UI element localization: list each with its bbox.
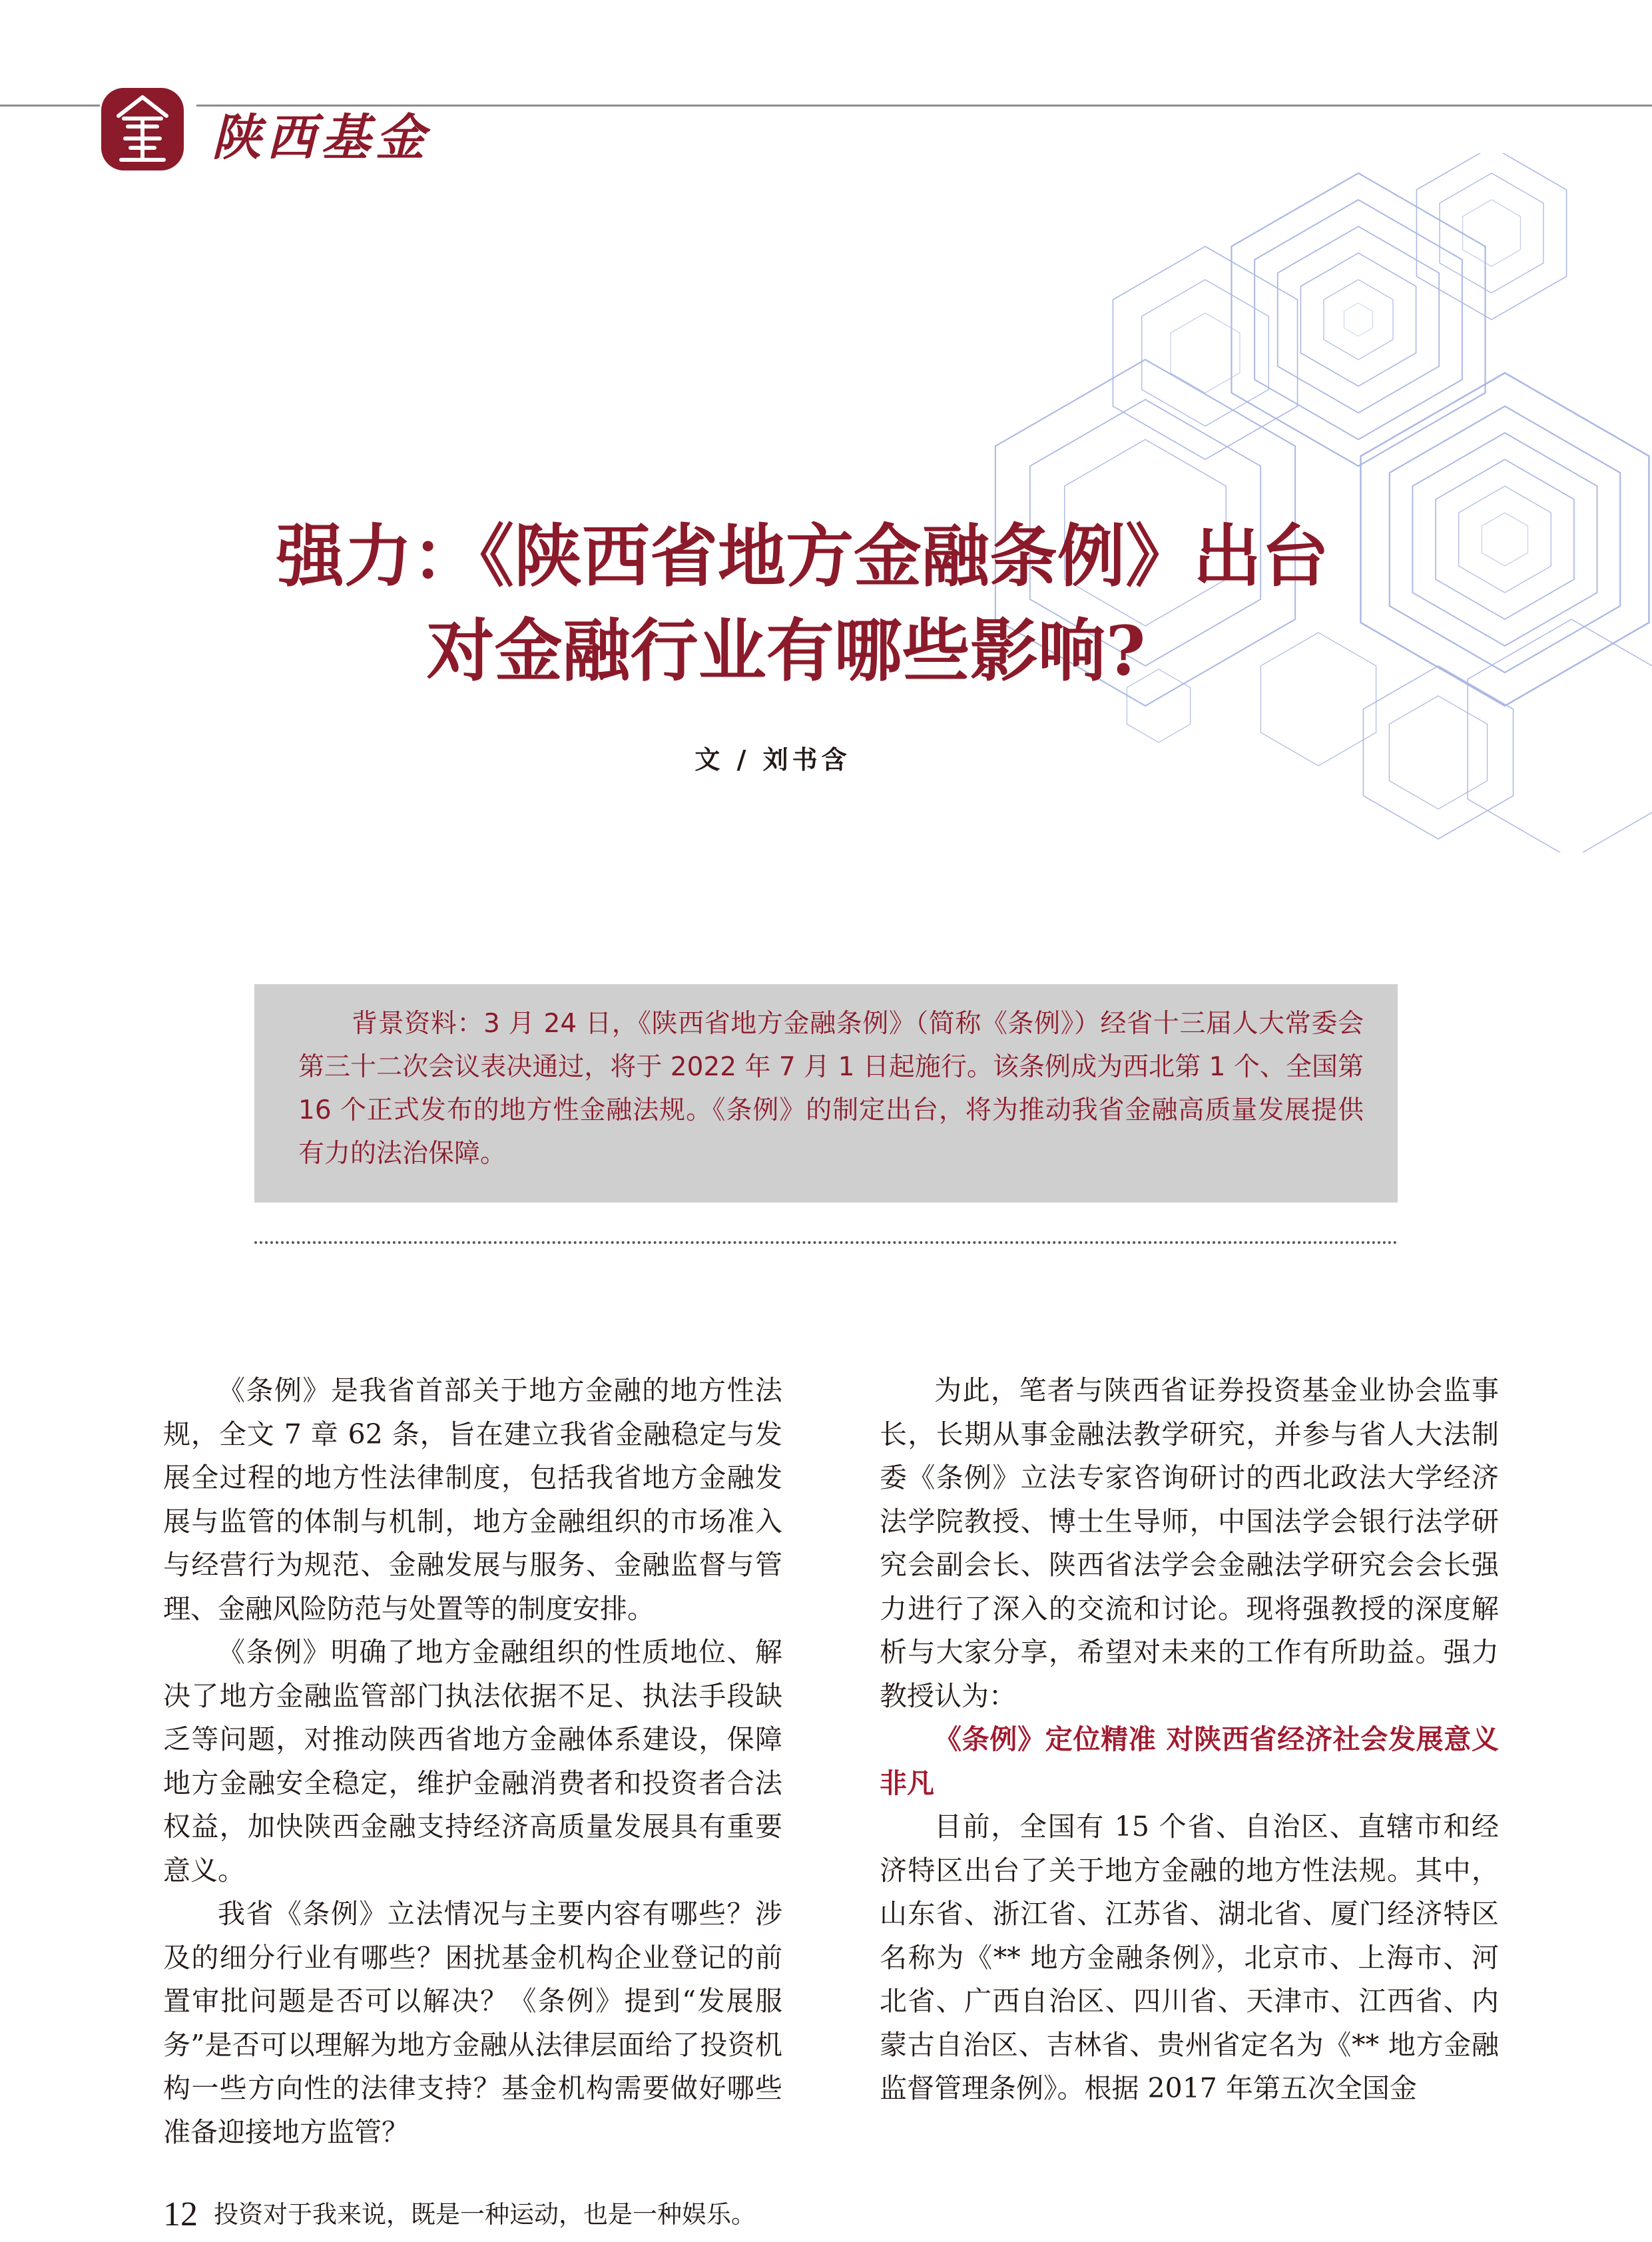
page-footer xyxy=(163,2194,756,2234)
right-paragraph-1: 为此，笔者与陕西省证券投资基金业协会监事长，长期从事金融法教学研究，并参与省人大法制委《条例》立法专家咨询研讨的西北政法大学经济法学院教授、博士生导师，中国法学会银行法学研究会副会长、陕西省法学会金融法学研究会会长强力进行了深入的交流和讨论。现将强教授的深度解析与大家分享，希望对未来的工作有所助益。强力教授认为： xyxy=(880,1374,1499,1712)
left-paragraph-3: 我省《条例》立法情况与主要内容有哪些？涉及的细分行业有哪些？困扰基金机构企业登记的前置审批问题是否可以解决？《条例》提到“发展服务”是否可以理解为地方金融从法律层面给了投资机构一些方向性的法律支持？基金机构需要做好哪些准备迎接地方监管？ xyxy=(163,1898,782,2148)
article-title-line1: 强力：《陕西省地方金融条例》出台 xyxy=(276,517,1329,597)
article-title-line2: 对金融行业有哪些影响? xyxy=(426,611,1146,691)
left-paragraph-2: 《条例》明确了地方金融组织的性质地位、解决了地方金融监管部门执法依据不足、执法手段缺乏等问题，对推动陕西省地方金融体系建设，保障地方金融安全稳定，维护金融消费者和投资者合法权益，加快陕西金融支持经济高质量发展具有重要意义。 xyxy=(163,1636,782,1886)
byline: 文 / 刘书含 xyxy=(694,744,851,774)
section-heading: 《条例》定位精准 对陕西省经济社会发展意义非凡 xyxy=(880,1723,1499,1799)
header-rule-left xyxy=(0,105,100,107)
page-number: 12 xyxy=(163,2195,198,2233)
right-paragraph-2: 目前，全国有 15 个省、自治区、直辖市和经济特区出台了关于地方金融的地方性法规。其中，山东省、浙江省、江苏省、湖北省、厦门经济特区名称为《** 地方金融条例》，北京市、上海市、河北省、广西自治区、四川省、天津市、江西省、内蒙古自治区、吉林省、贵州省定名为《** 地方金融监督管理条例》。根据 2017 年第五次全国金 xyxy=(880,1811,1499,2104)
right-column xyxy=(880,1369,1499,2111)
left-column xyxy=(163,1369,782,2154)
seal-logo-icon xyxy=(99,85,186,173)
dotted-divider xyxy=(254,1241,1398,1244)
left-paragraph-1: 《条例》是我省首部关于地方金融的地方性法规，全文 7 章 62 条，旨在建立我省金融稳定与发展全过程的地方性法律制度，包括我省地方金融发展与监管的体制与机制，地方金融组织的市场准入与经营行为规范、金融发展与服务、金融监督与管理、金融风险防范与处置等的制度安排。 xyxy=(163,1374,782,1625)
footer-quote: 投资对于我来说，既是一种运动，也是一种娱乐。 xyxy=(214,2200,756,2229)
brand-name: 陕西基金 xyxy=(212,109,430,166)
background-text: 背景资料：3 月 24 日，《陕西省地方金融条例》（简称《条例》）经省十三届人大常委会第三十二次会议表决通过，将于 2022 年 7 月 1 日起施行。该条例成为西北第 1 个、全国第 16 个正式发布的地方性金融法规。《条例》的制定出台，将为推动我省金融高质量发展提供有力的法治保障。 xyxy=(298,1009,1364,1169)
header-rule-right xyxy=(196,105,1652,107)
